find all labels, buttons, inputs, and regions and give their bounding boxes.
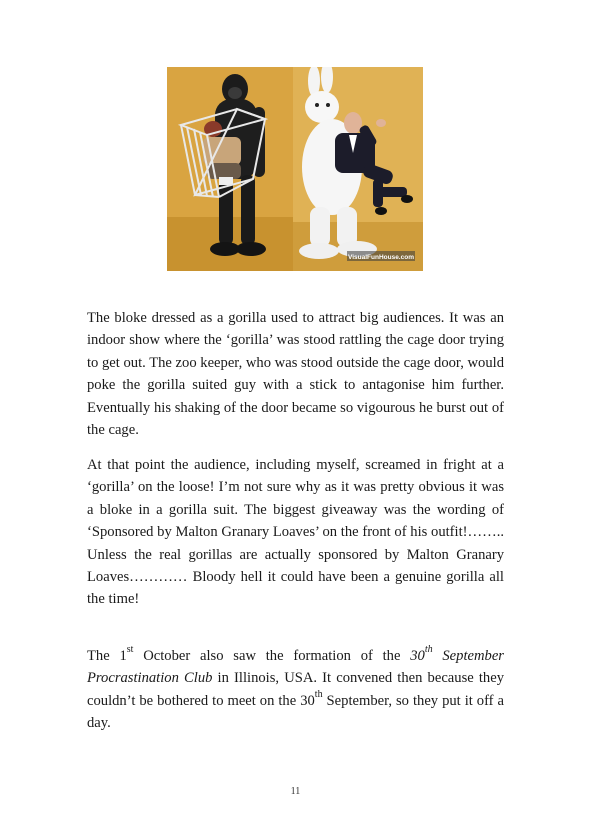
italic-text: 30 — [410, 648, 425, 664]
italic-text: September Procrastination Club — [87, 648, 504, 687]
watermark-text: VisualFunHouse.com — [348, 254, 414, 261]
superscript: th — [314, 688, 323, 700]
text-run: October also saw the formation of the — [133, 648, 411, 664]
text-run: in Illinois, USA. It convened then because they couldn’t be bothered to meet on the 30 — [87, 670, 504, 709]
page-number: 11 — [290, 786, 301, 797]
gorilla-and-rabbit-photo — [167, 67, 423, 271]
paragraph-text: At that point the audience, including myself, screamed in fright at a ‘gorilla’ on the loose! I’m not sure why as it was pretty obvious it was a bloke in a gorilla suit. The biggest giveaway was the wording of ‘Sponsored by Malton Granary Loaves’ on the front of his outfit!…….. Unless the real gorillas are actually sponsored by Malton Granary Loaves………… Bloody hell it could have been a genuine gorilla all the time! — [87, 457, 504, 608]
paragraph-text — [87, 645, 504, 735]
text-run: The 1 — [87, 648, 127, 664]
superscript: st — [126, 644, 134, 656]
paragraph-3 — [87, 645, 504, 735]
paragraph-text: The bloke dressed as a gorilla used to attract big audiences. It was an indoor show where the ‘gorilla’ was stood rattling the cage door trying to get out. The zoo keeper, who was stood outside the cage door, would poke the gorilla suited guy with a stick to antagonise him further. Eventually his shaking of the door became so vigourous he burst out of the cage. — [87, 310, 504, 439]
paragraph-2 — [87, 454, 504, 611]
superscript: th — [424, 644, 433, 656]
text-run: September, so they put it off a day. — [87, 692, 504, 732]
paragraph-1 — [87, 307, 504, 441]
photo-illustration — [167, 67, 423, 271]
